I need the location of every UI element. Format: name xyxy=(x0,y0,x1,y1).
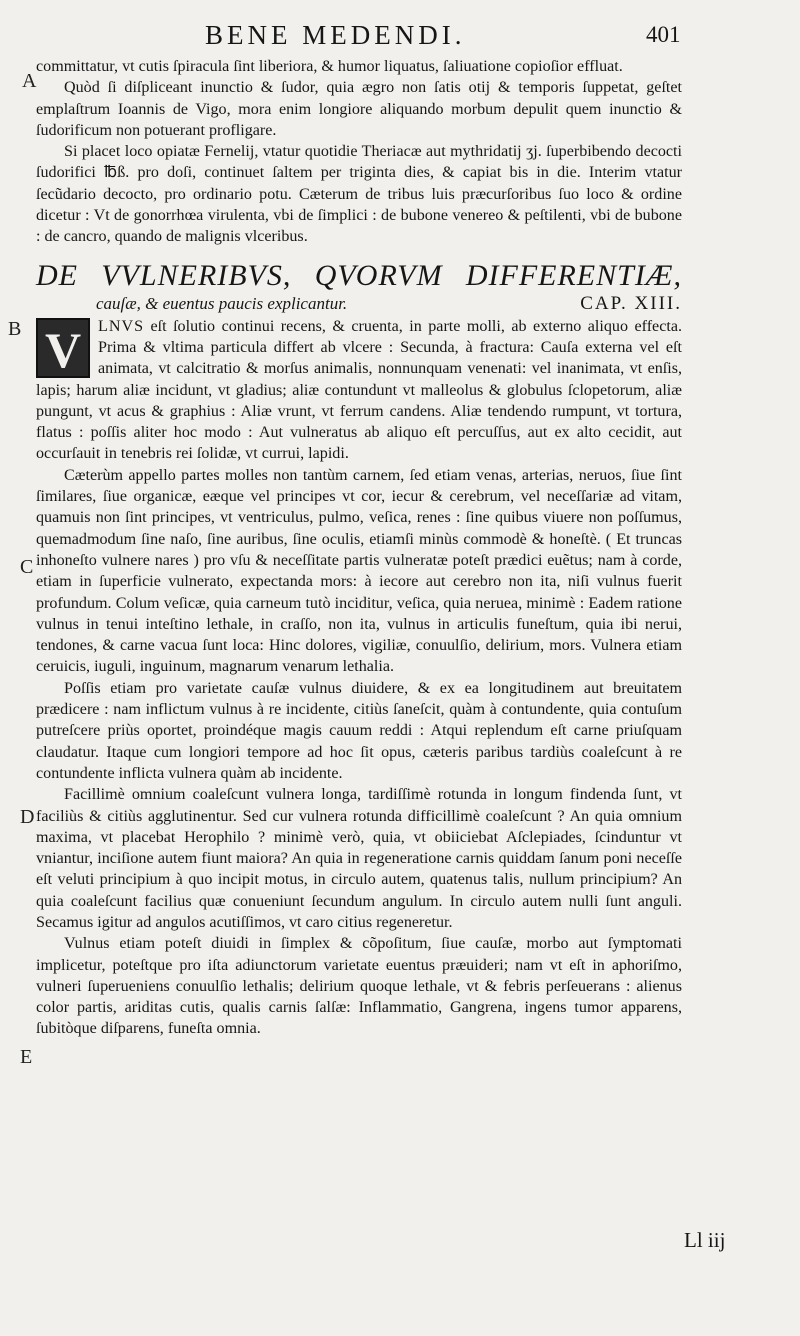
paragraph xyxy=(36,316,682,465)
signature-mark: Ll iij xyxy=(684,1228,726,1252)
margin-letter-b: B xyxy=(8,318,22,340)
body-text xyxy=(36,56,682,1040)
paragraph: Si placet loco opiatæ Fernelij, vtatur quotidie Theriacæ aut mythridatij ʒj. ſuperbibendo decocti ſudorifici ℔ß. pro doſi, continuet ſaltem per triginta dies, & capiat bis in die. Interim vtatur ſecũdario decocto, pro ordinario potu. Cæterum de tribus luis præcurſoribus ſuo loco & ordine dicetur : Vt de gonorrhœa virulenta, vbi de ſimplici : de bubone venereo & peſtilenti, vbi de bubone : de cancro, quando de malignis vlceribus. xyxy=(36,143,682,246)
chapter-subtitle: cauſæ, & euentus paucis explicantur. xyxy=(96,293,348,313)
decorated-initial: V xyxy=(36,318,90,378)
margin-letter-a: A xyxy=(22,70,37,92)
running-head: BENE MEDENDI. xyxy=(205,20,466,50)
paragraph: Quòd ſi diſpliceant inunctio & ſudor, quia ægro non ſatis otij & temporis ſuppetat, geſtet emplaſtrum Ioannis de Vigo, mora enim longiore aliquando morbum depulit quem inunctio & ſudorificum non potuerant profligare. xyxy=(36,79,682,139)
paragraph: Cæterùm appello partes molles non tantùm carnem, ſed etiam venas, arterias, neruos, ſiue ſint ſimilares, ſiue organicæ, eæque vel principes vt cor, iecur & cerebrum, vel neceſſariæ ad vitam, quamuis non ſint principes, vt ventriculus, pulmo, veſica, renes : ſine quibus viuere non poſſumus, quemadmodum ſine naſo, ſine auribus, ſine oculis, etiamſi minùs commodè & honeſtè. ( Et truncas inhoneſto vulnere nares ) pro vſu & neceſſitate partis vulneratæ poteſt prædici euẽtus; nam à corde, etiam in ſuperficie vulnerato, expectanda mors: à iecore aut cerebro non ita, niſi vulnus fuerit profundum. Colum veſicæ, quia carneum tutò inciditur, veſica, quia neruea, minimè : Eadem ratione vulnus in tenui inteſtino lethale, in craſſo, non ita, vulnus in articulis funeſtum, quia ibi nerui, tendones, & carne vacua ſunt loca: Hinc dolores, vigiliæ, conuulſio, delirium, mors. Vulnera etiam ceruicis, iuguli, inguinum, magnarum venarum lethalia. xyxy=(36,466,682,676)
paragraph: Vulnus etiam poteſt diuidi in ſimplex & cõpoſitum, ſiue cauſæ, morbo aut ſymptomati implicetur, poteſtque pro iſta adiunctorum varietate euentus præuideri; nam vt eſt in aphoriſmo, vulneri ſuperueniens conuulſio lethalis; delirium quoque lethale, vt & febris perſeuerans : alienus color partis, ariditas cutis, qualis carnis ſalſæ: Inflammatio, Gangrena, ingens tumor apparens, ſubitòque diſparens, funeſta omnia. xyxy=(36,935,682,1038)
paragraph: committatur, vt cutis ſpiracula ſint liberiora, & humor liquatus, ſaliuatione copioſior effluat. xyxy=(36,58,623,75)
chapter-subtitle-row xyxy=(36,292,682,316)
lead-word: LNVS xyxy=(98,317,145,335)
margin-letter-e: E xyxy=(20,1046,33,1068)
chapter-title: DE VVLNERIBVS, QVORVM DIFFERENTIÆ, xyxy=(36,258,682,292)
margin-letter-d: D xyxy=(20,806,35,828)
paragraph: Facillimè omnium coaleſcunt vulnera longa, tardiſſimè rotunda in longum findenda ſunt, vt faciliùs & citiùs agglutinentur. Sed cur vulnera rotunda difficillimè coaleſcunt ? An quia omnium maxima, vt placebat Herophilo ? minimè verò, quia, vt obiiciebat Aſclepiades, ſcinduntur vt vniantur, inciſione autem fiunt maiora? An quia in regeneratione carnis quiddam ſanum poni neceſſe eſt veluti principium à quo incipit motus, in circulo autem, quatenus talis, nullum principium? An quia coaleſcunt facilius quæ conueniunt ſecundum angulum. In circulo autem nulli ſunt anguli. Secamus igitur ad angulos acutiſſimos, vt caro citius regeneretur. xyxy=(36,786,682,931)
chapter-number: CAP. XIII. xyxy=(580,292,682,314)
margin-letter-c: C xyxy=(20,556,34,578)
page-number: 401 xyxy=(646,22,681,47)
page-header xyxy=(0,18,800,54)
chapter-heading xyxy=(36,260,682,292)
paragraph-text: eſt ſolutio continui recens, & cruenta, in parte molli, ab externo aliquo effecta. Prima & vltima particula differt ab vlcere : Secunda, à fractura: Cauſa externa vel eſt animata, vt calcitratio & morſus animalis, nonnunquam venenati: vel inanimata, vt enſis, lapis; harum aliæ incidunt, vt gladius; aliæ contundunt vt malleolus & globulus ſclopetorum, aliæ pungunt, vt acus & graphius : Aliæ vrunt, vt ferrum candens. Aliæ tendendo rumpunt, vt tortura, flatus : poſſis aliter hoc modo : Aut vulneratus ab aliquo eſt percuſſus, aut ex alto cecidit, aut occurſauit in tenebris rei ſolidæ, vt currui, lapidi. xyxy=(36,317,682,463)
paragraph: Poſſis etiam pro varietate cauſæ vulnus diuidere, & ex ea longitudinem aut breuitatem prædicere : nam inflictum vulnus à re incidente, citiùs ſaneſcit, quàm à contundente, quia contuſum putreſcere priùs oportet, proindéque magis cauum reddi : Atqui replendum eſt carne priuſquam claudatur. Itaque cum longiori tempore ad hoc ſit opus, cæteris paribus tardiùs coaleſcunt à re contundente inflicta vulnera quàm ab incidente. xyxy=(36,679,682,782)
section-gap xyxy=(36,248,682,256)
